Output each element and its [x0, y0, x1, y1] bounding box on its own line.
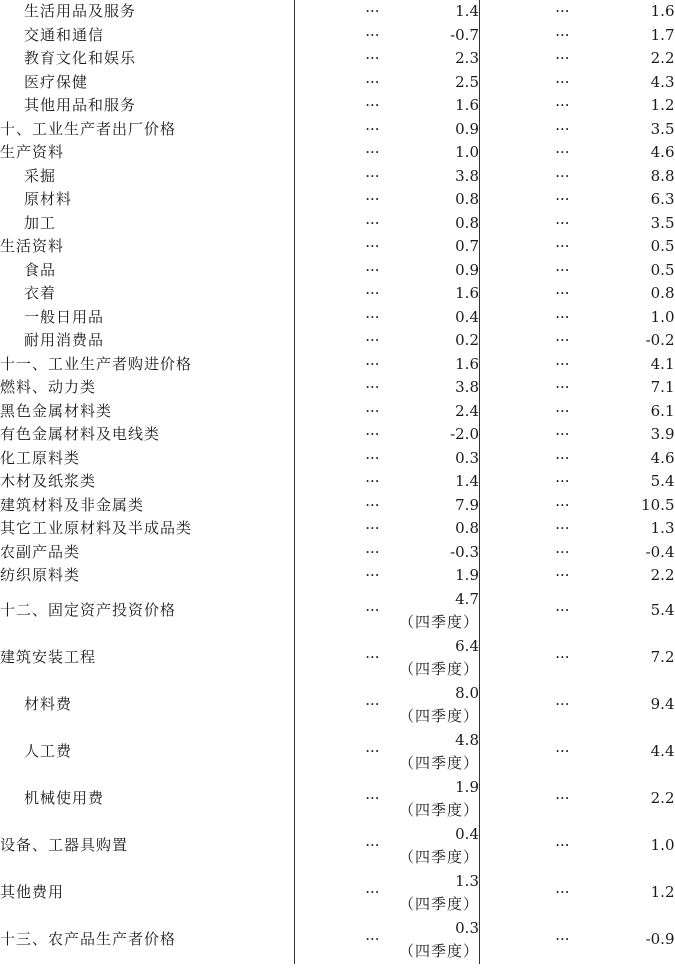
cell-col4: 9.4: [650, 695, 675, 714]
cell-col1: ···: [295, 259, 380, 283]
cell-col4: 3.5: [650, 119, 675, 138]
row-label: 燃料、动力类: [0, 378, 97, 396]
cell-col1: ···: [295, 541, 380, 565]
row-label: 机械使用费: [24, 789, 105, 808]
cell-col4: 3.9: [650, 425, 675, 443]
cell-col1: ···: [295, 517, 380, 541]
cell-col1: ···: [295, 0, 380, 24]
row-label: 加工: [24, 213, 57, 232]
cell-col2: 2.5: [455, 72, 479, 91]
cell-col2: 1.6: [455, 354, 479, 373]
row-label: 生产资料: [0, 143, 65, 161]
cell-value: 4.8: [455, 730, 479, 749]
cell-col1: ···: [295, 353, 380, 377]
row-label: 化工原料类: [0, 448, 81, 467]
table-row: [0, 306, 675, 330]
cell-col3: ···: [480, 0, 570, 24]
cell-col1: ···: [295, 306, 380, 330]
row-label: 建筑安装工程: [0, 648, 97, 667]
table-row: [0, 188, 675, 212]
cell-col2: 0.8: [455, 213, 479, 232]
table-row: [0, 71, 675, 95]
table-row: [0, 635, 675, 682]
table-row: [0, 329, 675, 353]
row-label: 生活资料: [0, 237, 65, 255]
cell-value: 1.9: [455, 777, 479, 796]
cell-col1: ···: [295, 141, 380, 165]
cell-col2: [380, 823, 480, 870]
row-label: 教育文化和娱乐: [24, 49, 137, 67]
cell-col3: ···: [480, 682, 570, 729]
cell-col1: ···: [295, 729, 380, 776]
cell-note: （四季度）: [398, 707, 479, 725]
row-label: 设备、工器具购置: [0, 836, 129, 855]
cell-col2: 1.9: [455, 566, 479, 584]
cell-col2: -2.0: [450, 425, 479, 443]
cell-col2: 3.8: [455, 378, 479, 396]
table-row: [0, 165, 675, 189]
cell-col4: 5.4: [650, 472, 675, 490]
cell-col2: 1.4: [455, 472, 479, 490]
cell-col2: 0.9: [455, 260, 479, 279]
cell-value: 4.7: [455, 589, 479, 608]
cell-value: 8.0: [455, 683, 479, 702]
cell-col4: 4.4: [650, 742, 675, 761]
table-row: [0, 400, 675, 424]
cell-col4: 6.1: [650, 401, 675, 420]
table-row: [0, 0, 675, 24]
cell-col2: -0.7: [450, 25, 479, 44]
cell-note: （四季度）: [398, 660, 479, 678]
table-row: [0, 588, 675, 635]
cell-col1: ···: [295, 423, 380, 447]
cell-col1: ···: [295, 823, 380, 870]
table-row: [0, 24, 675, 48]
cell-col1: ···: [295, 776, 380, 823]
cell-col4: 1.0: [650, 836, 675, 855]
cell-col1: ···: [295, 400, 380, 424]
table-row: [0, 823, 675, 870]
cell-col2: 3.8: [455, 166, 479, 185]
cell-col1: ···: [295, 282, 380, 306]
cell-col2: 1.0: [455, 143, 479, 161]
row-label: 生活用品及服务: [24, 2, 137, 20]
cell-col2: 1.6: [455, 96, 479, 114]
cell-col2: [380, 776, 480, 823]
cell-col3: ···: [480, 118, 570, 142]
cell-col1: ···: [295, 917, 380, 964]
cell-col1: ···: [295, 94, 380, 118]
row-label: 木材及纸浆类: [0, 472, 97, 490]
table-row: [0, 118, 675, 142]
cell-col4: 2.2: [650, 566, 675, 584]
cell-col2: 0.7: [455, 237, 479, 255]
cell-col3: ···: [480, 494, 570, 518]
table-row: [0, 541, 675, 565]
cell-col1: ···: [295, 682, 380, 729]
cell-col1: ···: [295, 447, 380, 471]
cell-col4: 4.3: [650, 72, 675, 91]
cell-col3: ···: [480, 447, 570, 471]
cell-col3: ···: [480, 470, 570, 494]
table-row: [0, 447, 675, 471]
cell-col1: ···: [295, 470, 380, 494]
row-label: 采掘: [24, 166, 57, 185]
cell-col4: 1.2: [650, 96, 675, 114]
table-row: [0, 470, 675, 494]
cell-col2: 2.4: [455, 401, 479, 420]
table-row: [0, 917, 675, 964]
cell-col4: 2.2: [650, 49, 675, 67]
table-row: [0, 682, 675, 729]
cell-col4: 4.6: [650, 143, 675, 161]
cell-col4: 7.1: [650, 378, 675, 396]
cell-note: （四季度）: [398, 942, 479, 960]
cell-col1: ···: [295, 376, 380, 400]
cell-col3: ···: [480, 541, 570, 565]
cell-col3: ···: [480, 776, 570, 823]
table-row: [0, 729, 675, 776]
cell-col4: 2.2: [650, 789, 675, 808]
cell-note: （四季度）: [398, 895, 479, 913]
cell-col3: ···: [480, 329, 570, 353]
cell-col2: [380, 729, 480, 776]
cell-note: （四季度）: [398, 754, 479, 772]
cell-col1: ···: [295, 564, 380, 588]
cell-col3: ···: [480, 400, 570, 424]
cell-col2: [380, 635, 480, 682]
cell-col4: 1.7: [650, 25, 675, 44]
cell-col2: [380, 870, 480, 917]
cell-col2: 1.4: [455, 2, 479, 20]
cell-col4: 0.8: [650, 284, 675, 302]
cell-col2: 0.8: [455, 519, 479, 537]
cell-col4: 1.3: [650, 519, 675, 537]
cell-col4: 6.3: [650, 190, 675, 208]
cell-col3: ···: [480, 71, 570, 95]
cell-col1: ···: [295, 188, 380, 212]
row-label: 其他用品和服务: [24, 96, 137, 114]
cell-col3: ···: [480, 588, 570, 635]
cell-col2: [380, 917, 480, 964]
row-label: 十一、工业生产者购进价格: [0, 354, 193, 373]
cell-col1: ···: [295, 165, 380, 189]
table-row: [0, 282, 675, 306]
cell-col1: ···: [295, 494, 380, 518]
row-label: 纺织原料类: [0, 566, 81, 584]
cell-col3: ···: [480, 188, 570, 212]
cell-col3: ···: [480, 235, 570, 259]
row-label: 有色金属材料及电线类: [0, 425, 161, 443]
cell-col3: ···: [480, 306, 570, 330]
table-row: [0, 212, 675, 236]
cell-col3: ···: [480, 729, 570, 776]
cell-col3: ···: [480, 94, 570, 118]
cell-col3: ···: [480, 917, 570, 964]
cell-col4: 5.4: [650, 601, 675, 620]
table-row: [0, 259, 675, 283]
cell-col4: 8.8: [650, 166, 675, 185]
cell-col4: 10.5: [641, 495, 675, 514]
cell-col4: 1.6: [650, 2, 675, 20]
cell-col4: 1.0: [650, 307, 675, 326]
table-row: [0, 47, 675, 71]
cell-col4: 4.1: [650, 354, 675, 373]
cell-col2: 2.3: [455, 49, 479, 67]
row-label: 材料费: [24, 695, 73, 714]
cell-value: 6.4: [455, 636, 479, 655]
cell-note: （四季度）: [398, 613, 479, 631]
row-label: 医疗保健: [24, 72, 89, 91]
row-label: 十、工业生产者出厂价格: [0, 119, 177, 138]
cell-col1: ···: [295, 118, 380, 142]
cell-col3: ···: [480, 564, 570, 588]
table-row: [0, 353, 675, 377]
row-label: 农副产品类: [0, 542, 81, 561]
row-label: 人工费: [24, 742, 73, 761]
cell-col4: 1.2: [650, 883, 675, 902]
table-row: [0, 235, 675, 259]
row-label: 耐用消费品: [24, 331, 105, 349]
row-label: 食品: [24, 260, 57, 279]
cell-col3: ···: [480, 259, 570, 283]
row-label: 衣着: [24, 284, 57, 302]
cell-col4: 4.6: [650, 448, 675, 467]
cell-col3: ···: [480, 823, 570, 870]
cell-col2: 0.2: [455, 331, 479, 349]
cell-col3: ···: [480, 141, 570, 165]
cell-col3: ···: [480, 353, 570, 377]
cell-col1: ···: [295, 870, 380, 917]
row-label: 黑色金属材料类: [0, 401, 113, 420]
cell-col1: ···: [295, 212, 380, 236]
cell-col2: 0.9: [455, 119, 479, 138]
cell-value: 0.4: [455, 824, 479, 843]
cell-col3: ···: [480, 376, 570, 400]
table-row: [0, 94, 675, 118]
cell-col2: [380, 682, 480, 729]
row-label: 一般日用品: [24, 307, 105, 326]
cell-col4: -0.2: [645, 331, 675, 349]
cell-col2: 0.4: [455, 307, 479, 326]
table-row: [0, 376, 675, 400]
cell-col1: ···: [295, 47, 380, 71]
cell-col2: 0.3: [455, 448, 479, 467]
cell-col3: ···: [480, 212, 570, 236]
cell-col3: ···: [480, 423, 570, 447]
cell-col3: ···: [480, 517, 570, 541]
row-label: 原材料: [24, 190, 73, 208]
cell-note: （四季度）: [398, 848, 479, 866]
table-row: [0, 423, 675, 447]
table-row: [0, 494, 675, 518]
cell-col3: ···: [480, 282, 570, 306]
row-label: 十三、农产品生产者价格: [0, 930, 177, 949]
cell-note: （四季度）: [398, 801, 479, 819]
cell-col1: ···: [295, 71, 380, 95]
cell-col3: ···: [480, 47, 570, 71]
cell-col2: 0.8: [455, 190, 479, 208]
cell-col2: 7.9: [455, 495, 479, 514]
cell-col1: ···: [295, 235, 380, 259]
cell-col4: 0.5: [650, 260, 675, 279]
table-row: [0, 776, 675, 823]
cell-col1: ···: [295, 588, 380, 635]
cell-col4: 0.5: [650, 237, 675, 255]
cell-col1: ···: [295, 635, 380, 682]
cell-col4: -0.4: [645, 542, 675, 561]
cell-value: 1.3: [455, 871, 479, 890]
table-row: [0, 564, 675, 588]
row-label: 建筑材料及非金属类: [0, 495, 145, 514]
cell-col4: 7.2: [650, 648, 675, 667]
cell-col4: 3.5: [650, 213, 675, 232]
row-label: 交通和通信: [24, 25, 105, 44]
table-row: [0, 517, 675, 541]
cell-col3: ···: [480, 870, 570, 917]
table-row: [0, 870, 675, 917]
cell-col2: [380, 588, 480, 635]
cell-col3: ···: [480, 165, 570, 189]
cell-col3: ···: [480, 24, 570, 48]
cell-col2: -0.3: [450, 542, 479, 561]
row-label: 十二、固定资产投资价格: [0, 601, 177, 620]
cell-col1: ···: [295, 24, 380, 48]
row-label: 其他费用: [0, 883, 65, 902]
table-row: [0, 141, 675, 165]
cell-col2: 1.6: [455, 284, 479, 302]
cell-col3: ···: [480, 635, 570, 682]
row-label: 其它工业原材料及半成品类: [0, 519, 193, 537]
cell-col1: ···: [295, 329, 380, 353]
cell-col4: -0.9: [645, 930, 675, 949]
cell-value: 0.3: [455, 918, 479, 937]
